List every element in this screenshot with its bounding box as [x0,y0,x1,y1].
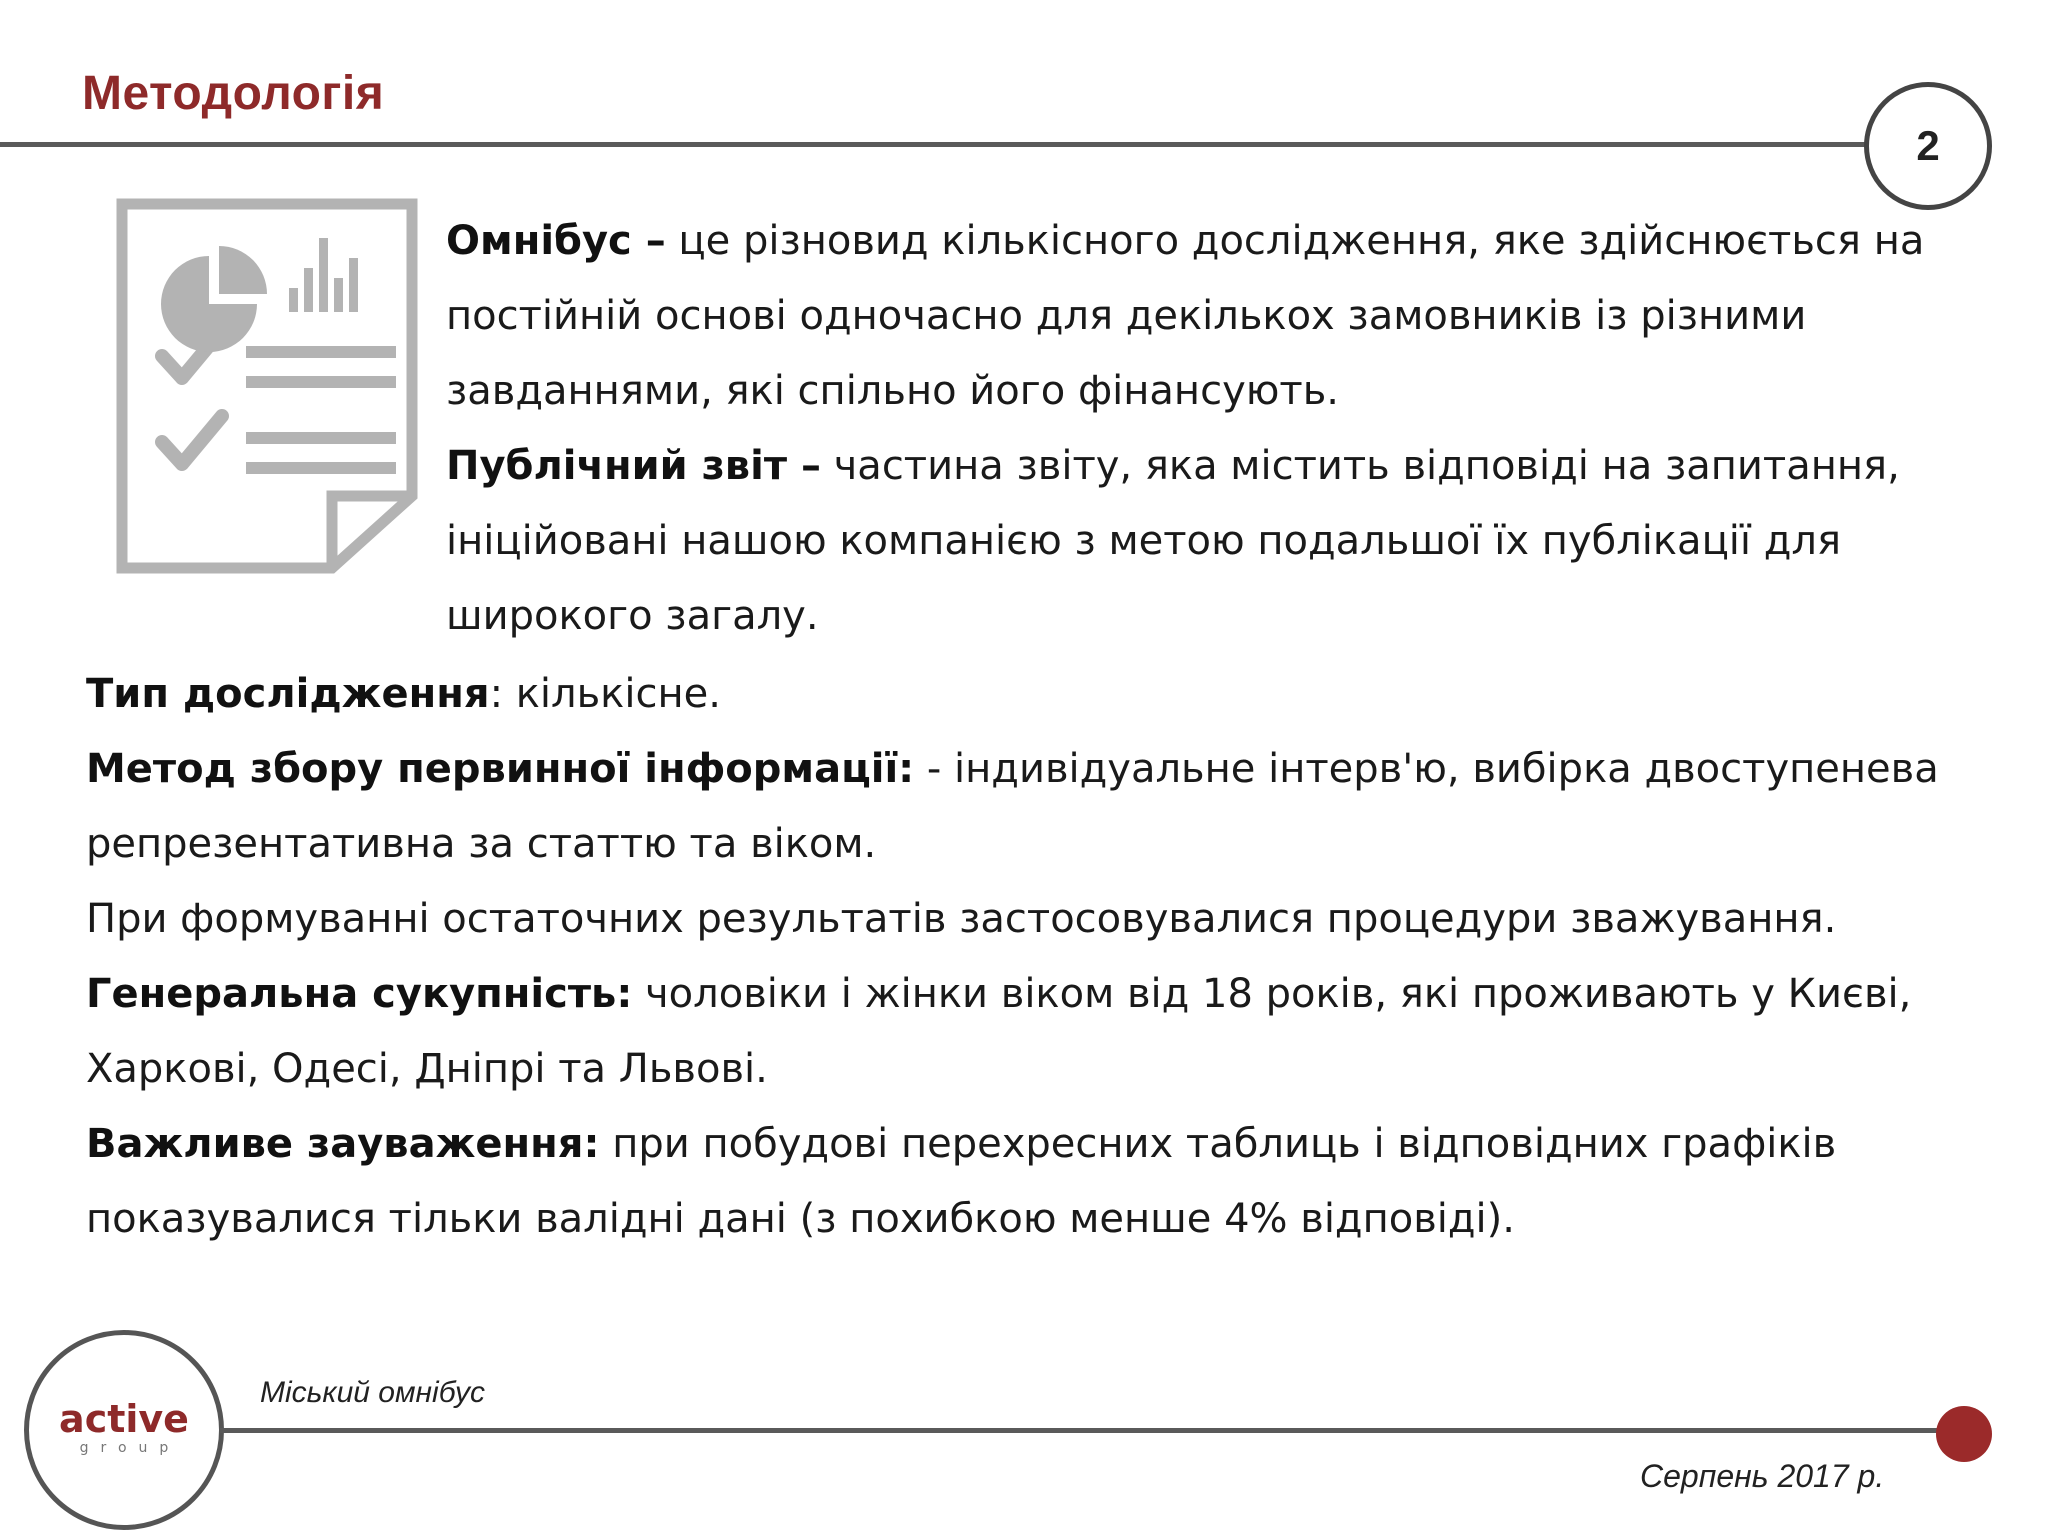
footer-caption-left: Міський омнібус [260,1376,485,1409]
detail-collection-method: Метод збору первинної інформації: - індивідуальне інтерв'ю, вибірка двоступенева репрезентативна за статтю та віком. [86,746,1939,867]
page-title: Методологія [82,67,385,120]
detail-population: Генеральна сукупність: чоловіки і жінки віком від 18 років, які проживають у Києві, Харкові, Одесі, Дніпрі та Львові. [86,971,1912,1092]
intro-paragraph [446,204,2006,654]
intro-item-public-report: Публічний звіт – частина звіту, яка містить відповіді на запитання, ініційовані нашою компанією з метою подальшої їх публікації для широкого загалу. [446,443,1900,639]
header-divider [0,142,1866,147]
footer-divider [220,1428,1960,1433]
active-group-logo [24,1330,224,1530]
detail-important-note: Важливе зауваження: при побудові перехресних таблиць і відповідних графіків показувалися тільки валідні дані (з похибкою менше 4% відповіді). [86,1121,1837,1242]
methodology-details [86,657,1986,1257]
logo-subtitle: group [79,1440,181,1456]
detail-weighting: При формуванні остаточних результатів застосовувалися процедури зважування. [86,896,1837,942]
logo-wordmark: active [59,1397,189,1441]
footer-accent-dot [1936,1406,1992,1462]
intro-item-omnibus: Омнібус – це різновид кількісного дослідження, яке здійснюється на постійній основі одночасно для декількох замовників із різними завданнями, які спільно його фінансують. [446,218,1925,414]
page-number-badge: 2 [1864,82,1992,210]
detail-study-type: Тип дослідження: кількісне. [86,671,721,717]
report-document-icon [114,196,420,576]
footer-date: Серпень 2017 р. [1640,1458,1885,1494]
